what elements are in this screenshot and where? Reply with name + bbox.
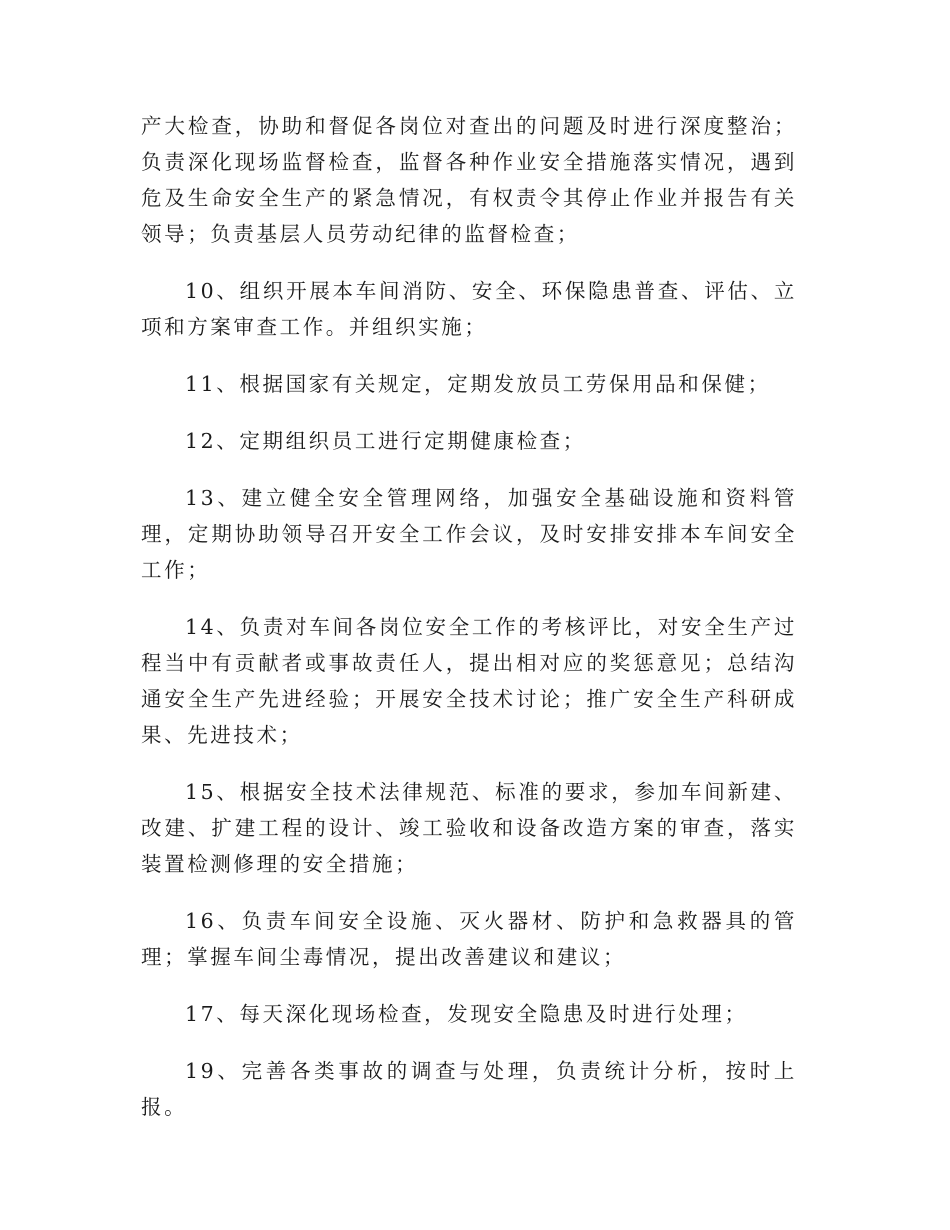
document-body bbox=[141, 108, 797, 1146]
paragraph-item-12: 12、定期组织员工进行定期健康检查； bbox=[185, 429, 586, 453]
paragraph-item-10: 10、组织开展本车间消防、安全、环保隐患普查、评估、立项和方案审查工作。并组织实施； bbox=[141, 279, 797, 339]
paragraph-item-11: 11、根据国家有关规定，定期发放员工劳保用品和保健； bbox=[185, 372, 771, 396]
paragraph-item-16: 16、负责车间安全设施、灭火器材、防护和急救器具的管理；掌握车间尘毒情况，提出改善建议和建议； bbox=[141, 909, 797, 969]
paragraph-item-19: 19、完善各类事故的调查与处理，负责统计分析，按时上报。 bbox=[141, 1059, 797, 1119]
paragraph-item-14: 14、负责对车间各岗位安全工作的考核评比，对安全生产过程当中有贡献者或事故责任人，提出相对应的奖惩意见；总结沟通安全生产先进经验；开展安全技术讨论；推广安全生产科研成果、先进技术； bbox=[141, 615, 797, 747]
paragraph-continued: 产大检查，协助和督促各岗位对查出的问题及时进行深度整治；负责深化现场监督检查，监督各种作业安全措施落实情况，遇到危及生命安全生产的紧急情况，有权责令其停止作业并报告有关领导；负责基层人员劳动纪律的监督检查； bbox=[141, 114, 797, 246]
paragraph-item-15: 15、根据安全技术法律规范、标准的要求，参加车间新建、改建、扩建工程的设计、竣工验收和设备改造方案的审查，落实装置检测修理的安全措施； bbox=[141, 780, 797, 876]
paragraph-item-13: 13、建立健全安全管理网络，加强安全基础设施和资料管理，定期协助领导召开安全工作会议，及时安排安排本车间安全工作； bbox=[141, 486, 797, 582]
paragraph-item-17: 17、每天深化现场检查，发现安全隐患及时进行处理； bbox=[185, 1002, 748, 1026]
